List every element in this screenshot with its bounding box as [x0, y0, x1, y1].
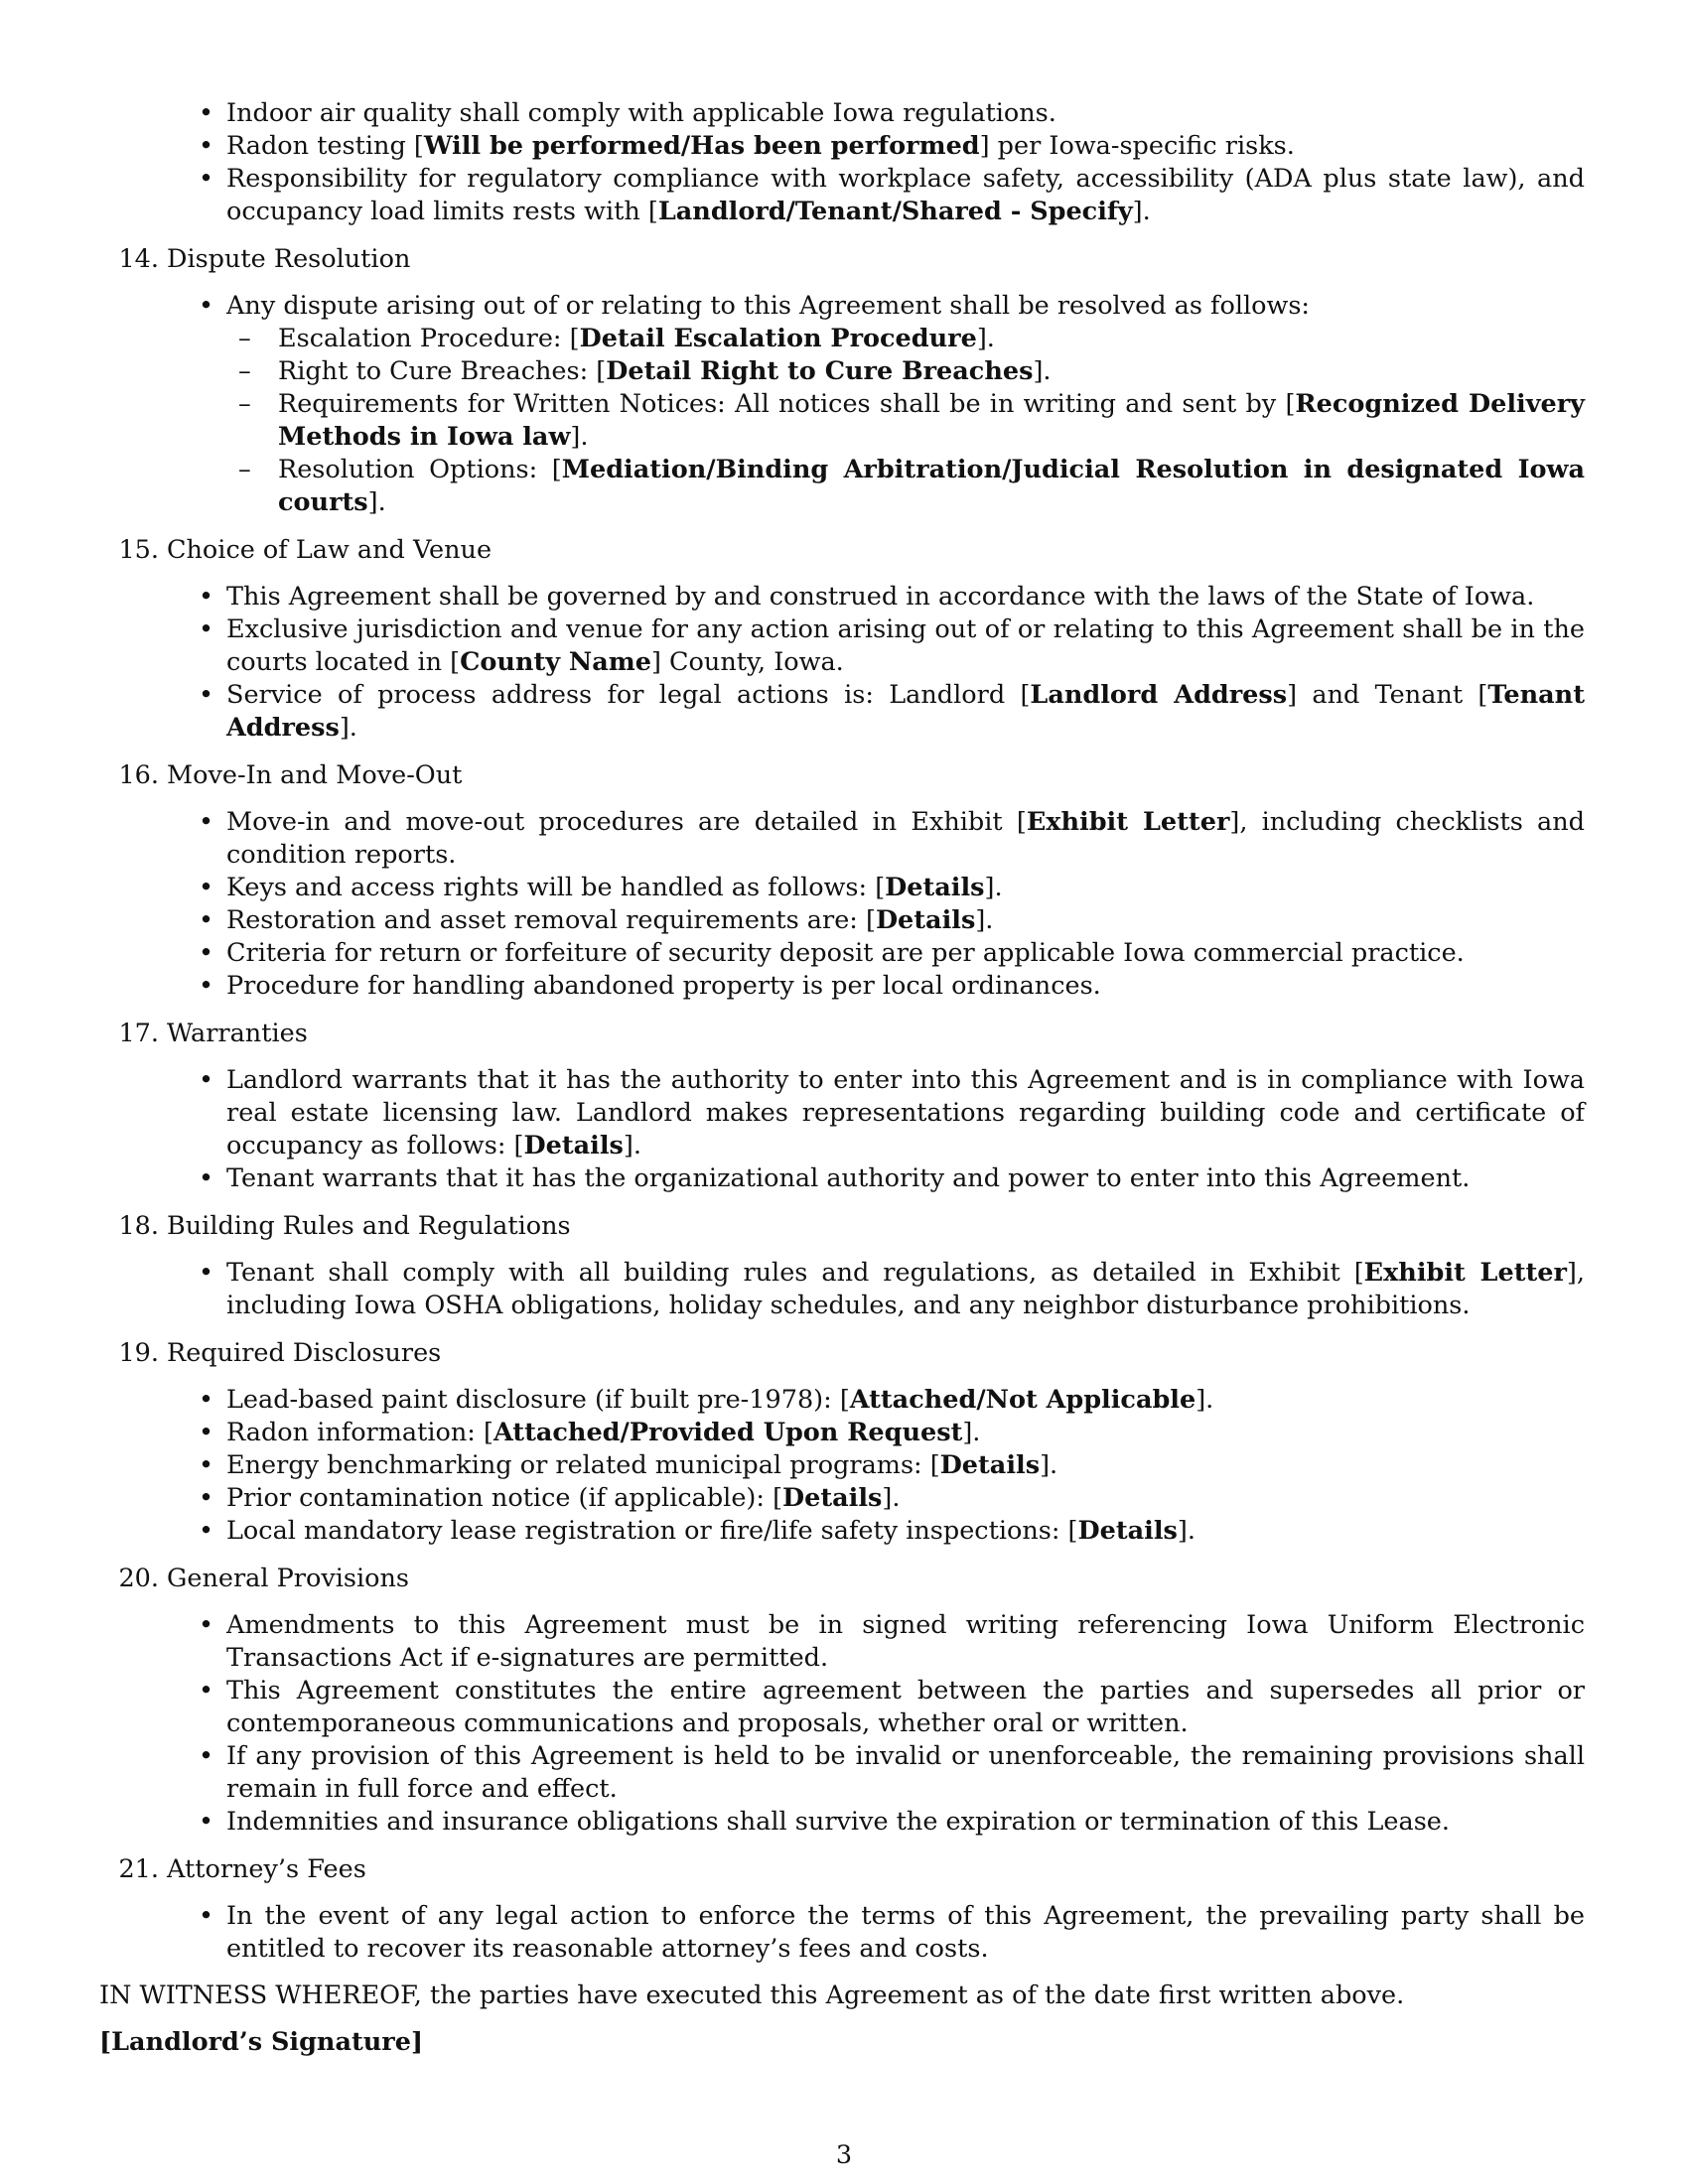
list-item: • Radon testing [Will be performed/Has been performed] per Iowa-specific risks. — [99, 130, 1585, 163]
list-item: • Exclusive jurisdiction and venue for any action arising out of or relating to this Agreement shall be in the courts located in [County Name] County, Iowa. — [99, 614, 1585, 679]
list-item: • Responsibility for regulatory compliance with workplace safety, accessibility (ADA plus state law), and occupancy load limits rests with [Landlord/Tenant/Shared - Specify]. — [99, 163, 1585, 228]
section-attorneys-fees — [99, 1853, 1585, 1966]
section-heading: 14. Dispute Resolution — [118, 244, 411, 274]
list-item: • Energy benchmarking or related municipal programs: [Details]. — [99, 1449, 1585, 1482]
document-page — [99, 97, 1585, 2059]
list-item: • Tenant warrants that it has the organizational authority and power to enter into this Agreement. — [99, 1162, 1585, 1195]
section-bullet-list — [99, 1257, 1585, 1322]
section-building-rules — [99, 1210, 1585, 1322]
list-item: • Any dispute arising out of or relating to this Agreement shall be resolved as follows: – Escalation Procedure: [Detail Escalation Procedure]. – Right to Cure Breaches: [Detail Right to Cure Breaches]. – Requirements for Written Notices: All notices shall be in writing and sent by [Recognized Delivery Methods in Iowa law]. – Resolution Options: [Mediation/Binding Arbitration/Judicial Resolution in designated Iowa courts]. — [99, 290, 1585, 519]
sub-list-item: – Escalation Procedure: [Detail Escalation Procedure]. — [226, 323, 1585, 355]
intro-bullet-list — [99, 97, 1585, 228]
sub-list-item: – Resolution Options: [Mediation/Binding Arbitration/Judicial Resolution in designated Iowa courts]. — [226, 454, 1585, 519]
section-bullet-list — [99, 581, 1585, 745]
witness-statement: IN WITNESS WHEREOF, the parties have executed this Agreement as of the date first written above. — [99, 1980, 1405, 2010]
list-item: • Service of process address for legal actions is: Landlord [Landlord Address] and Tenant [Tenant Address]. — [99, 679, 1585, 745]
list-item: • This Agreement constitutes the entire agreement between the parties and supersedes all prior or contemporaneous communications and proposals, whether oral or written. — [99, 1675, 1585, 1740]
list-item: • In the event of any legal action to enforce the terms of this Agreement, the prevailing party shall be entitled to recover its reasonable attorney’s fees and costs. — [99, 1900, 1585, 1966]
list-item: • Indoor air quality shall comply with applicable Iowa regulations. — [99, 97, 1585, 130]
list-item: • Prior contamination notice (if applicable): [Details]. — [99, 1482, 1585, 1515]
section-heading: 20. General Provisions — [118, 1564, 409, 1593]
section-bullet-list — [99, 1609, 1585, 1839]
list-item: • Amendments to this Agreement must be in signed writing referencing Iowa Uniform Electronic Transactions Act if e-signatures are permitted. — [99, 1609, 1585, 1675]
list-item: • If any provision of this Agreement is held to be invalid or unenforceable, the remaining provisions shall remain in full force and effect. — [99, 1740, 1585, 1806]
list-item: • Radon information: [Attached/Provided Upon Request]. — [99, 1417, 1585, 1449]
list-item: • Local mandatory lease registration or fire/life safety inspections: [Details]. — [99, 1515, 1585, 1548]
section-warranties — [99, 1018, 1585, 1195]
section-heading: 18. Building Rules and Regulations — [118, 1211, 571, 1241]
section-dispute-resolution — [99, 243, 1585, 519]
list-item: • Keys and access rights will be handled as follows: [Details]. — [99, 872, 1585, 904]
list-item: • Lead-based paint disclosure (if built pre-1978): [Attached/Not Applicable]. — [99, 1384, 1585, 1417]
section-heading: 17. Warranties — [118, 1019, 308, 1048]
page-number: 3 — [835, 2140, 853, 2170]
list-item: • This Agreement shall be governed by and construed in accordance with the laws of the State of Iowa. — [99, 581, 1585, 614]
landlord-signature-placeholder: [Landlord’s Signature] — [99, 2027, 424, 2057]
list-item: • Tenant shall comply with all building rules and regulations, as detailed in Exhibit [Exhibit Letter], including Iowa OSHA obligations, holiday schedules, and any neighbor disturbance prohibitions. — [99, 1257, 1585, 1322]
list-item: • Criteria for return or forfeiture of security deposit are per applicable Iowa commercial practice. — [99, 937, 1585, 970]
section-heading: 16. Move-In and Move-Out — [118, 760, 463, 790]
section-bullet-list — [99, 1064, 1585, 1195]
section-choice-of-law — [99, 534, 1585, 745]
list-item: • Move-in and move-out procedures are detailed in Exhibit [Exhibit Letter], including checklists and condition reports. — [99, 806, 1585, 872]
list-item: • Landlord warrants that it has the authority to enter into this Agreement and is in compliance with Iowa real estate licensing law. Landlord makes representations regarding building code and certificate of occupancy as follows: [Details]. — [99, 1064, 1585, 1162]
sub-list-item: – Right to Cure Breaches: [Detail Right to Cure Breaches]. — [226, 355, 1585, 388]
list-item: • Indemnities and insurance obligations shall survive the expiration or termination of this Lease. — [99, 1806, 1585, 1839]
section-general-provisions — [99, 1563, 1585, 1839]
section-bullet-list — [99, 290, 1585, 519]
section-heading: 19. Required Disclosures — [118, 1338, 442, 1368]
section-bullet-list — [99, 1900, 1585, 1966]
section-move-in-move-out — [99, 759, 1585, 1003]
section-bullet-list — [99, 806, 1585, 1003]
list-item: • Restoration and asset removal requirements are: [Details]. — [99, 904, 1585, 937]
section-bullet-list — [99, 1384, 1585, 1548]
section-heading: 15. Choice of Law and Venue — [118, 535, 492, 565]
sub-list-item: – Requirements for Written Notices: All notices shall be in writing and sent by [Recognized Delivery Methods in Iowa law]. — [226, 388, 1585, 454]
sub-list — [226, 323, 1585, 519]
section-required-disclosures — [99, 1337, 1585, 1548]
section-heading: 21. Attorney’s Fees — [118, 1854, 366, 1884]
list-item: • Procedure for handling abandoned property is per local ordinances. — [99, 970, 1585, 1003]
